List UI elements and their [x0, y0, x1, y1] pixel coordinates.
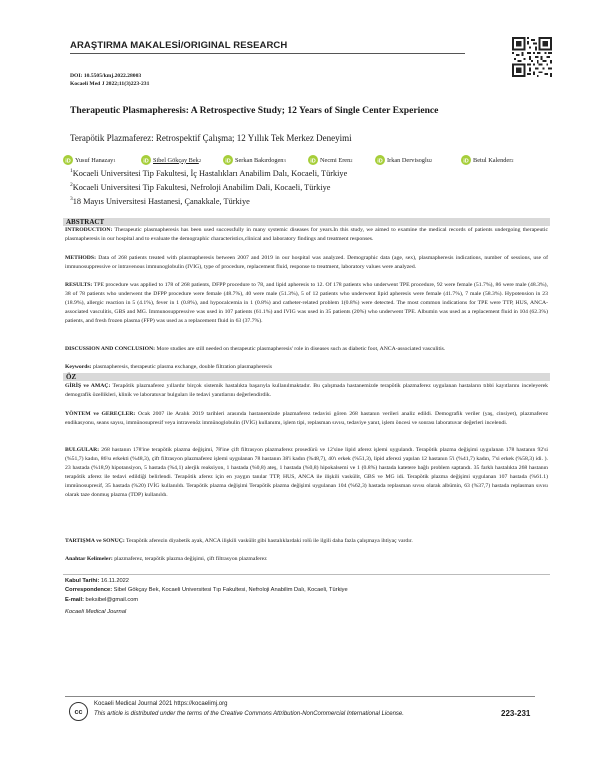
- author[interactable]: iD Necmi Eren 2: [308, 155, 353, 165]
- affiliation: $^2$Kocaeli Universitesi Tip Fakultesi, Nefroloji Anabilim Dali, Kocaeli, Türkiye: [70, 182, 331, 192]
- orcid-icon: [461, 155, 471, 165]
- orcid-icon: [223, 155, 233, 165]
- oz-yontem: YÖNTEM ve GEREÇLER: Ocak 2007 ile Aralık 2019 tarihleri arasında hastanemizde plazmaferez tedavisi gören 268 hastanın verileri analiz edildi. Demografik veriler (yaş, cinsiyet), plazmaferez endikasyonu, seans sayısı, immünosupresif veya intravenöz immünoglobulin (IVİG) kullanımı, işlem tipi, replasman sıvısı, tedaviye yanıt, işlem öncesi ve sonrası laboratuvar değerleri incelendi.: [65, 411, 548, 427]
- svg-text:cc: cc: [74, 708, 83, 717]
- email[interactable]: E-mail: beksibel@gmail.com: [65, 596, 139, 603]
- footer-journal-link[interactable]: Kocaeli Medical Journal 2021 https://kocaelimj.org: [94, 701, 228, 707]
- abstract-discussion: DISCUSSION AND CONCLUSION: More studies are still needed on therapeutic plasmapheresis' role in diseases such as diabetic foot, ANCA-associated vasculitis.: [65, 346, 446, 352]
- abstract-heading: ABSTRACT: [63, 218, 550, 226]
- affiliation: $^1$Kocaeli Universitesi Tip Fakultesi, İç Hastalıkları Anabilim Dalı, Kocaeli, Türkiye: [70, 168, 348, 178]
- orcid-icon: [63, 155, 73, 165]
- qr-code-icon: [512, 37, 552, 77]
- title-english: Therapeutic Plasmapheresis: A Retrospective Study; 12 Years of Single Center Experience: [70, 105, 439, 116]
- svg-text:iD: iD: [225, 158, 231, 165]
- svg-text:iD: iD: [377, 158, 383, 165]
- oz-tartisma: TARTIŞMA ve SONUÇ: Terapötik aferezin diyabetik ayak, ANCA ilişkili vaskülit gibi hastalıklardaki rolü ile ilgili daha fazla çalışmaya ihtiyaç vardır.: [65, 538, 413, 544]
- received-date: Kabul Tarihi: 16.11.2022: [65, 578, 129, 584]
- abstract-keywords: Keywords: plasmapheresis, therapeutic plasma exchange, double filtration plasmapheresis: [65, 364, 273, 370]
- abstract-introduction: INTRODUCTION: Therapeutic plasmapheresis has been used successfully in many systemic diseases for years.In this study, we aimed to examine the medical records of patients undergoing therapeutic plasmapheresis in our hospital and to evaluate the demographic characteristics,clinical and laboratory findings and treatment responses.: [65, 227, 548, 243]
- journal-reference: Kocaeli Med J 2022;11(3)223-231: [70, 81, 150, 87]
- author[interactable]: iD Betul Kalender 2: [461, 155, 514, 165]
- section-heading: ARAŞTIRMA MAKALESİ/ORIGINAL RESEARCH: [70, 40, 288, 51]
- orcid-icon: [375, 155, 385, 165]
- svg-text:iD: iD: [463, 158, 469, 165]
- orcid-icon: [308, 155, 318, 165]
- creative-commons-icon: [69, 702, 88, 721]
- correspondence: Correspondence: Sibel Gökçay Bek, Kocaeli Universitesi Tıp Fakultesi, Nefroloji Anabilim Dalı, Kocaeli, Türkiye: [65, 587, 348, 594]
- meta-divider: [63, 574, 550, 575]
- footer-rule: [65, 696, 535, 697]
- oz-heading: ÖZ: [63, 373, 550, 381]
- svg-text:iD: iD: [65, 158, 71, 165]
- article-meta: [65, 577, 348, 605]
- svg-text:iD: iD: [143, 158, 149, 165]
- author-list: [63, 155, 543, 167]
- svg-text:iD: iD: [310, 158, 316, 165]
- orcid-icon: [141, 155, 151, 165]
- oz-bulgular: BULGULAR: 268 hastanın 178'ine terapötik plazma değişimi, 78'ine çift filtrasyon plazmaferez prosedürü ve 12'sine lipid aferez işlemi uygulandı. Terapötik plazma değişimi uygulanan 178 hastanın 92'si (%51,7) kadın, 86'sı erkekti (%48,3), çift filtrasyon plazmaferez işlemi uygulanan 78 hastanın 38'i kadın (%48,7), 40'ı erkek (%51,3), lipid aferezi yapılan 12 hastanın 5'i (%41,7) kadın, 7'si erkek (%58,3) idi. ). 23 hastada (%18,9) hipotansiyon, 5 hastada (%4,1) alerjik reaksiyon, 1 hastada (%0,8) ateş, 1 hastada (%0,8) hipokalsemi ve 1 (0.8%) hastada katetere bağlı problem saptandı. 35 farklı hastalıkta 268 hastanın terapötik aferez ile tedavi edildiği belirlendi. Terapötik aferez için en yaygın tanılar TTP, HUS, ANCA ile ilişkili vaskülit, GBS ve MG idi. Terapötik plazma değişimi uygulanan 107 hastada (%61.1) immünosupresif, 35 hastada (%20) IVİG kullanıldı. Terapötik plazma değişimi Terapötik plazma değişimi uygulanan 104 (%62,3) hastada replasman sıvısı olarak albümin, 63 (%37,7) hastada replasman sıvısı olarak taze donmuş plazma (TDP) kullanıldı.: [65, 447, 548, 499]
- doi: DOI: 10.5505/kmj.2022.28003: [70, 73, 142, 79]
- author[interactable]: iD Serkan Bakırdogen 3: [223, 155, 286, 165]
- oz-anahtar-kelimeler: Anahtar Kelimeler: plazmaferez, terapötik plazma değişimi, çift filtrasyon plazmaferez: [65, 556, 267, 562]
- journal-name: Kocaeli Medical Journal: [65, 609, 127, 615]
- abstract-methods: METHODS: Data of 268 patients treated with plasmapheresis between 2007 and 2019 in our hospital was analyzed. Demographic data (age, sex), plasmapheresis indications, number of sessions, use of immunosuppressive or intravenous immunoglobulin (IVIG), type of procedure, replacement fluid, response to treatment, laboratory values were analyzed.: [65, 255, 548, 271]
- footer-license: This article is distributed under the terms of the Creative Commons Attribution-NonCommercial International License.: [94, 711, 404, 717]
- abstract-results: RESULTS: TPE procedure was applied to 178 of 268 patients, DFPP procedure to 78, and lipid apheresis to 12. Of 178 patients who underwent TPE procedure, 92 were female (51.7%), 86 were male (48.3%), 38 of 78 patients who underwent the DFPP procedure were female (48.7%), 40 were male (51.3%), 5 of 12 patients who underwent lipid apheresis were female (41.7%), 7 male (58.3%). Hypotension in 23 (18.9%), allergic reaction in 5 (4.1%), fever in 1 (0.8%), and hypocalcemia in 1 (0.8%) and catheter-related problem 1(0.8%) were detected. The most common indications for TPE were TTP, HUS, ANCA-associated vasculitis, GBS and MG. Immunosuppressive was used in 107 patients (61.1%) and IVIG was used in 35 patients (20%) who underwent TPE. Albumin was used as a replacement fluid in 104 (62.3%) patients, and fresh frozen plasma (FFP) was used as a replacement fluid in 63 (37.7%).: [65, 282, 548, 325]
- author[interactable]: iD Sibel Gökçay Bek 2: [141, 155, 201, 165]
- author[interactable]: iD Irkan Dervisoglu 2: [375, 155, 432, 165]
- header-rule: [70, 53, 465, 54]
- author[interactable]: iD Yusuf Hanazay 1: [63, 155, 116, 165]
- affiliation: $^3$18 Mayıs Universitesi Hastanesi, Çanakkale, Türkiye: [70, 196, 250, 206]
- oz-giris: GİRİŞ ve AMAÇ: Terapötik plazmaferez yıllardır birçok sistemik hastalıkta başarıyla kullanılmaktadır. Bu çalışmada hastanemizde terapötik plazmaferez uygulanan hastaların tıbbi kayıtlarını inceleyerek demografik özellikleri, klinik ve laboratuvar bulguları ile tedavi yanıtlarını değerlendirdik.: [65, 383, 549, 399]
- page-range: 223-231: [501, 709, 531, 718]
- title-turkish: Terapötik Plazmaferez: Retrospektif Çalışma; 12 Yıllık Tek Merkez Deneyimi: [70, 133, 352, 143]
